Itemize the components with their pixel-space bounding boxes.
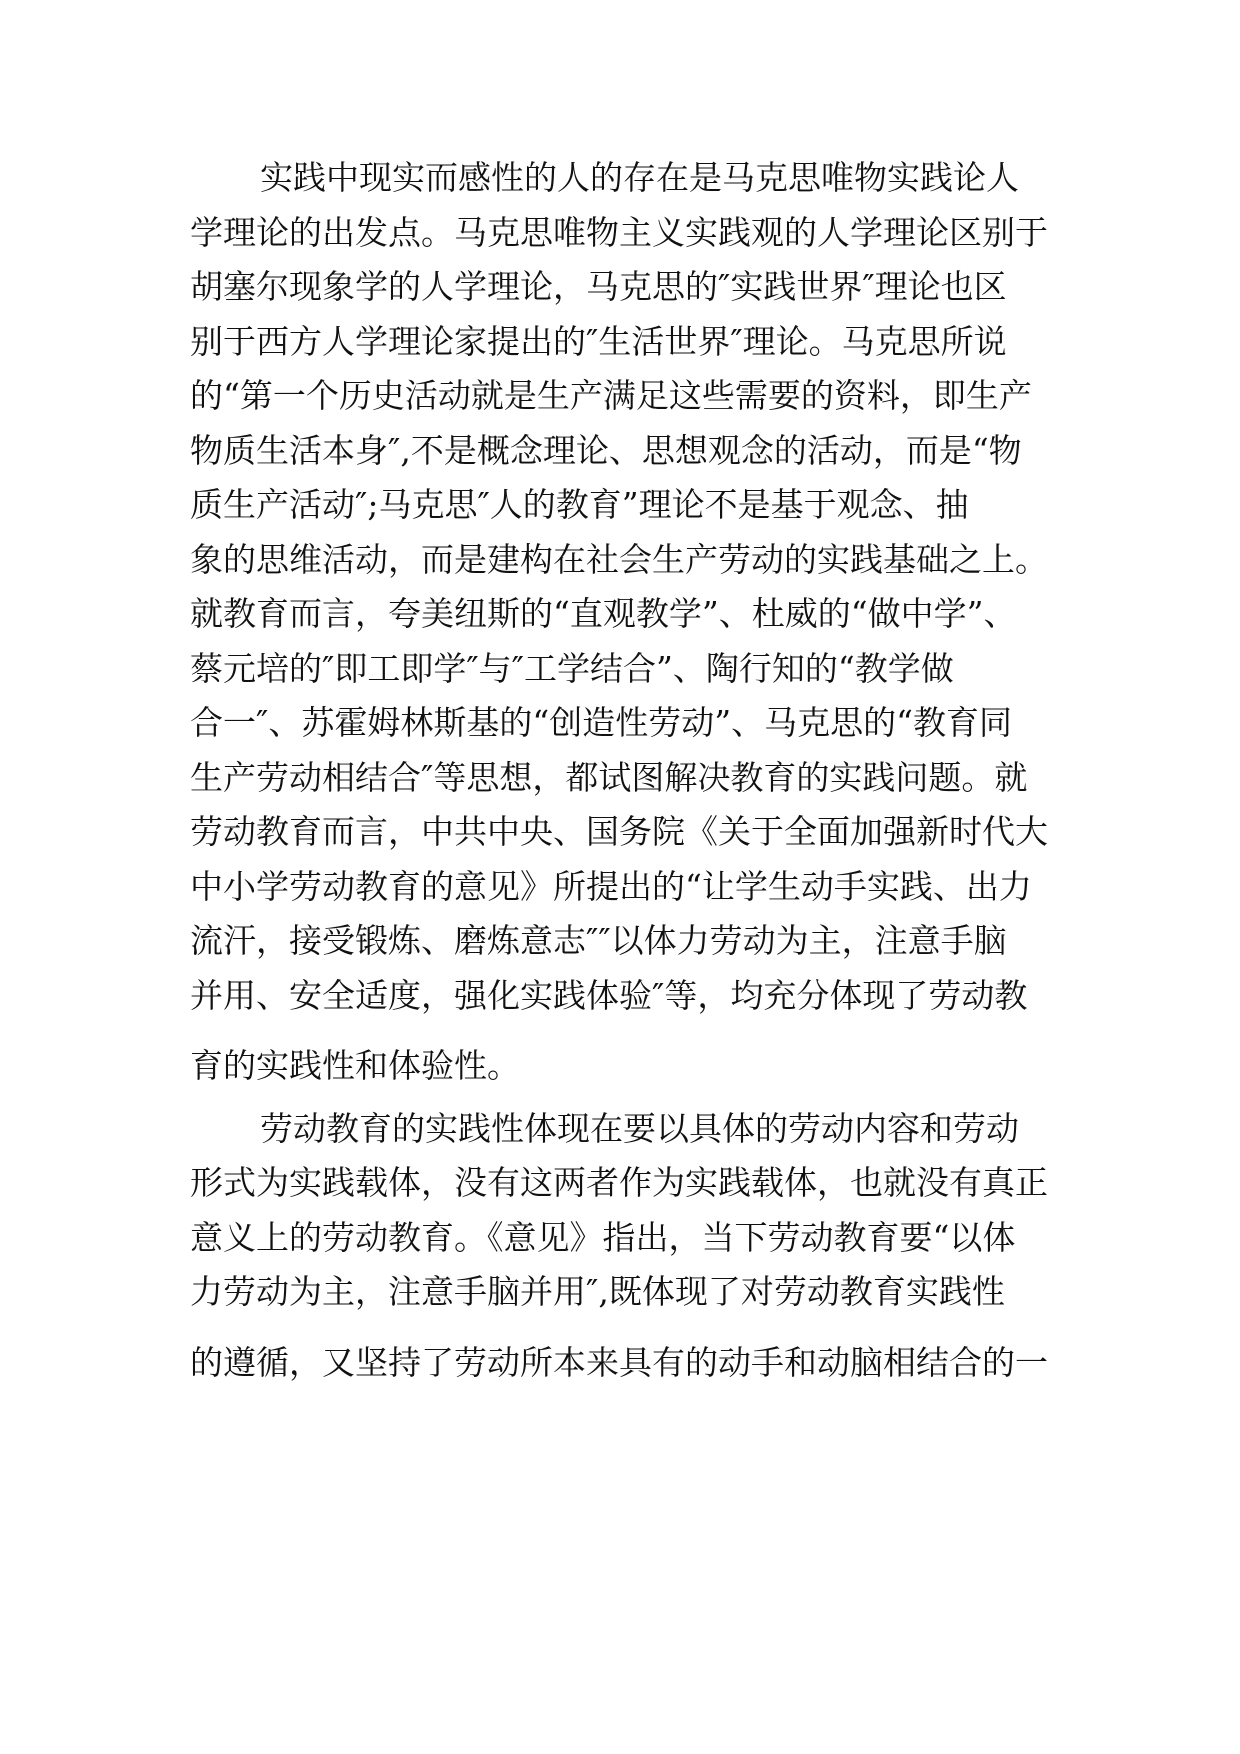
text-line: 劳动教育而言，中共中央、国务院《关于全面加强新时代大 <box>190 812 1048 851</box>
text-line: 的遵循，又坚持了劳动所本来具有的动手和动脑相结合的一 <box>190 1342 1048 1382</box>
text-line: 蔡元培的″即工即学″与″工学结合”、陶行知的“教学做 <box>190 648 954 688</box>
text-line: 流汗，接受锻炼、磨炼意志″″以体力劳动为主，注意手脑 <box>190 921 1007 960</box>
text-line: 实践中现实而感性的人的存在是马克思唯物实践论人 <box>260 158 1019 197</box>
text-line: 中小学劳动教育的意见》所提出的“让学生动手实践、出力 <box>190 866 1032 906</box>
paragraph-1 <box>190 151 1060 1094</box>
text-line: 别于西方人学理论家提出的″生活世界″理论。马克思所说 <box>190 321 1007 361</box>
text-line: 生产劳动相结合″等思想，都试图解决教育的实践问题。就 <box>190 757 1028 797</box>
text-line: 育的实践性和体验性。 <box>190 1046 520 1085</box>
text-line: 力劳动为主，注意手脑并用″,既体现了对劳动教育实践性 <box>190 1272 1005 1311</box>
text-line: 合一″、苏霍姆林斯基的“创造性劳动”、马克思的“教育同 <box>190 703 1012 742</box>
text-line: 就教育而言，夸美纽斯的“直观教学”、杜威的“做中学”、 <box>190 594 1017 633</box>
paragraph-2 <box>190 1102 1060 1391</box>
body-text <box>190 151 1060 1390</box>
text-line: 质生产活动″;马克思″人的教育”理论不是基于观念、抽 <box>190 485 969 524</box>
text-line: 物质生活本身″,不是概念理论、思想观念的活动，而是“物 <box>190 430 1022 470</box>
text-line: 意义上的劳动教育。《意见》指出，当下劳动教育要“以体 <box>190 1217 1016 1257</box>
text-line: 象的思维活动，而是建构在社会生产劳动的实践基础之上。 <box>190 539 1048 579</box>
text-line: 的“第一个历史活动就是生产满足这些需要的资料，即生产 <box>190 376 1032 415</box>
text-line: 胡塞尔现象学的人学理论，马克思的″实践世界″理论也区 <box>190 267 1007 306</box>
text-line: 形式为实践载体，没有这两者作为实践载体，也就没有真正 <box>190 1163 1048 1202</box>
text-line: 并用、安全适度，强化实践体验″等，均充分体现了劳动教 <box>190 975 1028 1015</box>
text-line: 学理论的出发点。马克思唯物主义实践观的人学理论区别于 <box>190 212 1048 252</box>
text-line: 劳动教育的实践性体现在要以具体的劳动内容和劳动 <box>260 1108 1019 1148</box>
